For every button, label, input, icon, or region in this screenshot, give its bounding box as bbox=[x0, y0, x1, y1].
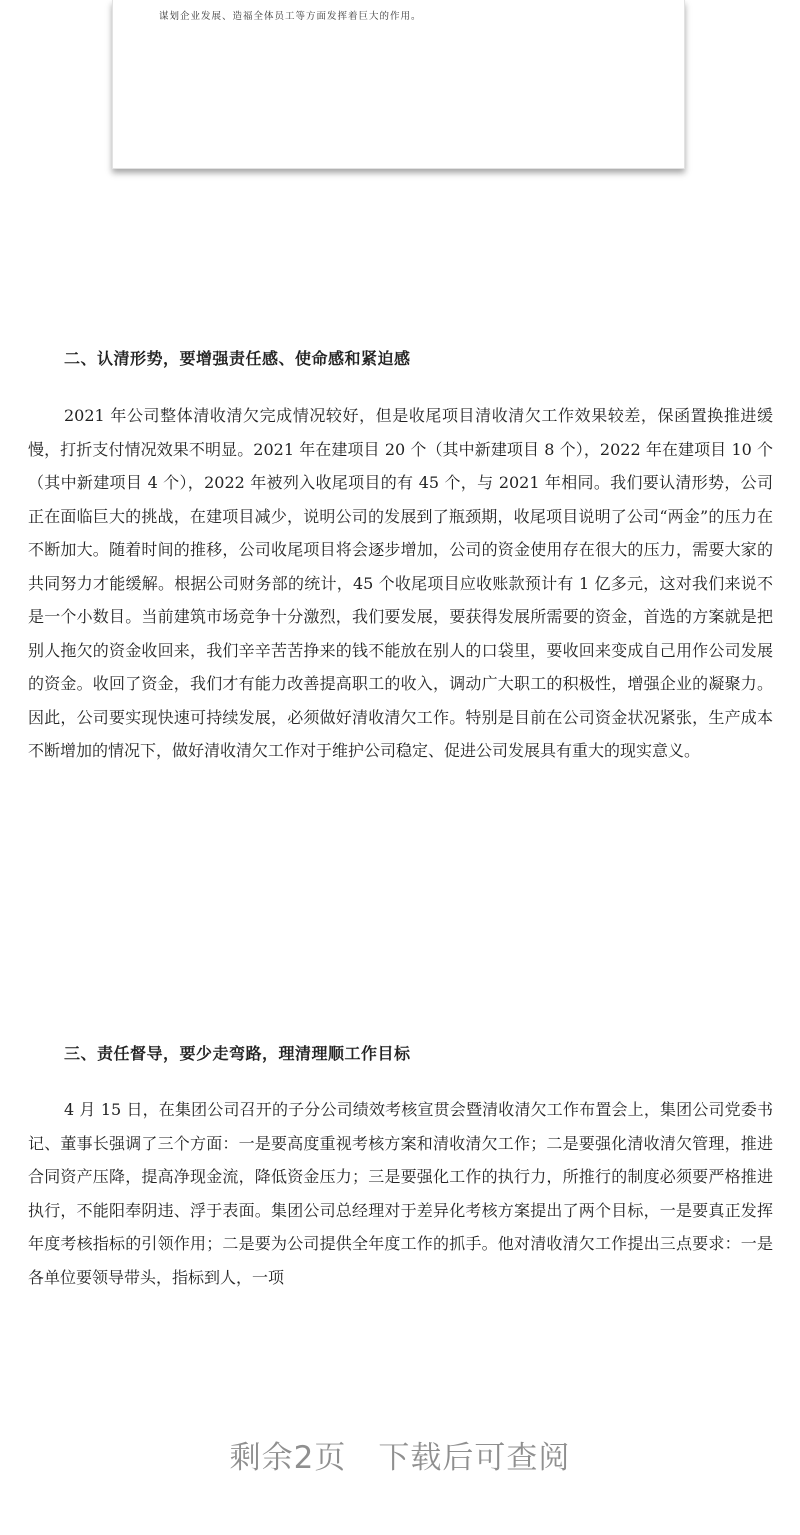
download-prompt[interactable] bbox=[0, 1432, 800, 1477]
preview-page-card bbox=[112, 0, 685, 169]
remaining-pages-text: 剩余2页 bbox=[229, 1440, 347, 1476]
section-3-paragraph: 4 月 15 日，在集团公司召开的子分公司绩效考核宣贯会暨清收清欠工作布置会上，集团公司党委书记、董事长强调了三个方面：一是要高度重视考核方案和清收清欠工作；二是要强化清收清欠管理，推进合同资产压降，提高净现金流，降低资金压力；三是要强化工作的执行力，所推行的制度必须要严格推进执行，不能阳奉阴违、浮于表面。集团公司总经理对于差异化考核方案提出了两个目标，一是要真正发挥年度考核指标的引领作用；二是要为公司提供全年度工作的抓手。他对清收清欠工作提出三点要求：一是各单位要领导带头，指标到人，一项 bbox=[28, 1100, 773, 1287]
download-to-view-text: 下载后可查阅 bbox=[378, 1440, 571, 1476]
section-3-heading: 三、责任督导，要少走弯路，理清理顺工作目标 bbox=[64, 1044, 411, 1063]
preview-card-text: 谋划企业发展、造福全体员工等方面发挥着巨大的作用。 bbox=[159, 11, 422, 22]
section-2-heading: 二、认清形势，要增强责任感、使命感和紧迫感 bbox=[64, 349, 411, 368]
section-2-paragraph: 2021 年公司整体清收清欠完成情况较好，但是收尾项目清收清欠工作效果较差，保函置换推进缓慢，打折支付情况效果不明显。2021 年在建项目 20 个（其中新建项目 8 个），2022 年在建项目 10 个（其中新建项目 4 个），2022 年被列入收尾项目的有 45 个，与 2021 年相同。我们要认清形势，公司正在面临巨大的挑战，在建项目减少，说明公司的发展到了瓶颈期，收尾项目说明了公司“两金”的压力在不断加大。随着时间的推移，公司收尾项目将会逐步增加，公司的资金使用存在很大的压力，需要大家的共同努力才能缓解。根据公司财务部的统计，45 个收尾项目应收账款预计有 1 亿多元，这对我们来说不是一个小数目。当前建筑市场竞争十分激烈，我们要发展，要获得发展所需要的资金，首选的方案就是把别人拖欠的资金收回来，我们辛辛苦苦挣来的钱不能放在别人的口袋里，要收回来变成自己用作公司发展的资金。收回了资金，我们才有能力改善提高职工的收入，调动广大职工的积极性，增强企业的凝聚力。因此，公司要实现快速可持续发展，必须做好清收清欠工作。特别是目前在公司资金状况紧张，生产成本不断增加的情况下，做好清收清欠工作对于维护公司稳定、促进公司发展具有重大的现实意义。 bbox=[28, 406, 773, 760]
